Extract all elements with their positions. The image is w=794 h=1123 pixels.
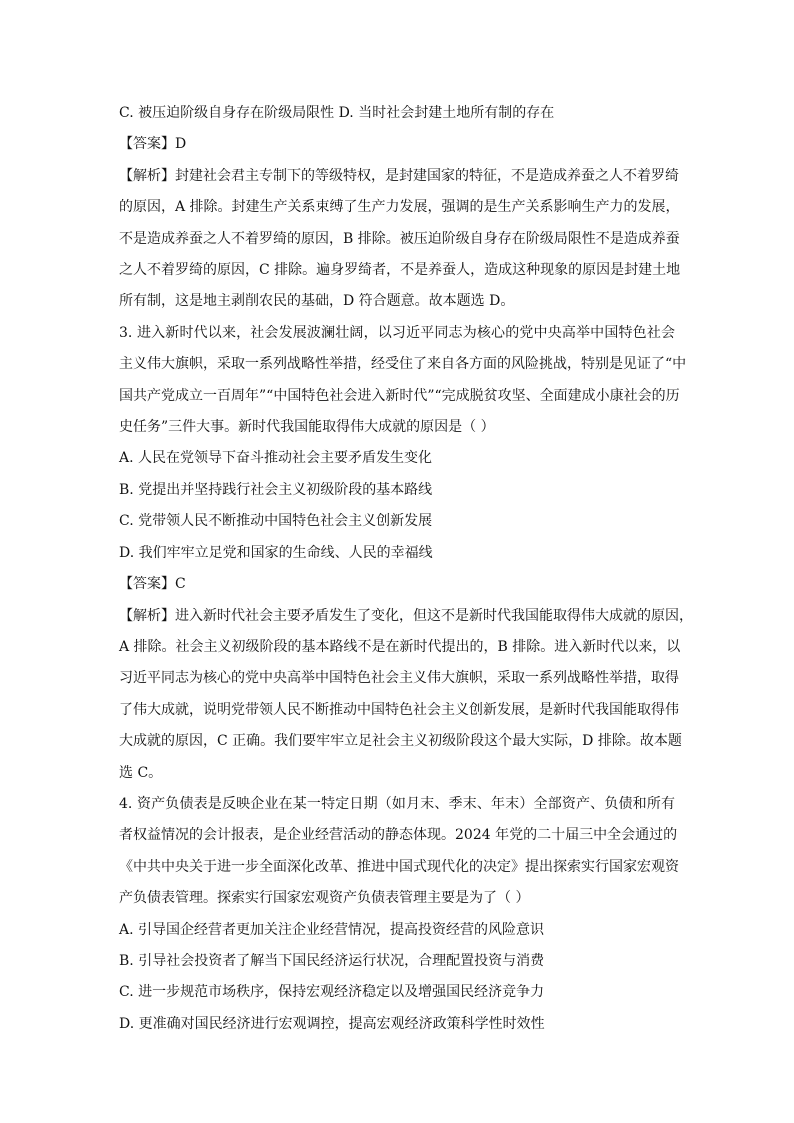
q4-stem [119,789,679,915]
page-content [119,98,693,1040]
q2-analysis-line: 之人不着罗绮的原因，C 排除。遍身罗绮者，不是养蚕人，造成这种现象的原因是封建土地 [119,262,681,279]
q4-option-b: B. 引导社会投资者了解当下国民经济运行状况，合理配置投资与消费 [119,952,545,969]
q3-analysis-line: 大成就的原因，C 正确。我们要牢牢立足社会主义初级阶段这个最大实际，D 排除。故本题 [119,733,682,750]
q4-option-c: C. 进一步规范市场秩序，保持宏观经济稳定以及增强国民经济竞争力 [119,984,545,1001]
q3-analysis-line: A 排除。社会主义初级阶段的基本路线不是在新时代提出的，B 排除。进入新时代以来，以 [119,638,681,655]
q2-analysis-line: 的原因，A 排除。封建生产关系束缚了生产力发展，强调的是生产关系影响生产力的发展， [119,199,680,216]
q4-option-d: D. 更准确对国民经济进行宏观调控，提高宏观经济政策科学性时效性 [119,1015,545,1032]
q2-analysis-line: 不是造成养蚕之人不着罗绮的原因，B 排除。被压迫阶级自身存在阶级局限性不是造成养蚕 [119,230,680,247]
q4-stem-line: 4. 资产负债表是反映企业在某一特定日期（如月末、季末、年末）全部资产、负债和所有 [119,795,675,812]
q3-analysis-line: 选 C。 [119,764,163,781]
q3-option-c: C. 党带领人民不断推动中国特色社会主义创新发展 [119,513,433,530]
q4-stem-line: 《中共中央关于进一步全面深化改革、推进中国式现代化的决定》提出探索实行国家宏观资 [119,858,679,875]
q3-stem-line: 史任务”三件大事。新时代我国能取得伟大成就的原因是（ ） [119,419,495,436]
q3-stem-line: 国共产党成立一百周年”“中国特色社会进入新时代”“完成脱贫攻坚、全面建成小康社会的历 [119,387,680,404]
q3-option-b: B. 党提出并坚持践行社会主义初级阶段的基本路线 [119,481,433,498]
q4-stem-line: 产负债表管理。探索实行国家宏观资产负债表管理主要是为了（ ） [119,890,530,907]
q2-analysis [119,161,681,318]
q3-answer: 【答案】C [119,576,186,593]
q3-option-d: D. 我们牢牢立足党和国家的生命线、人民的幸福线 [119,544,433,561]
q3-stem [119,318,687,444]
q3-analysis-line: 【解析】进入新时代社会主要矛盾发生了变化，但这不是新时代我国能取得伟大成就的原因， [119,607,693,624]
q2-analysis-line: 【解析】封建社会君主专制下的等级特权，是封建国家的特征，不是造成养蚕之人不着罗绮 [119,167,679,184]
q4-stem-line: 者权益情况的会计报表，是企业经营活动的静态体现。2024 年党的二十届三中全会通过的 [119,827,678,844]
q3-analysis [119,601,693,789]
q3-analysis-line: 习近平同志为核心的党中央高举中国特色社会主义伟大旗帜，采取一系列战略性举措，取得 [119,670,679,687]
q3-option-a: A. 人民在党领导下奋斗推动社会主要矛盾发生变化 [119,450,433,467]
q4-option-a: A. 引导国企经营者更加关注企业经营情况，提高投资经营的风险意识 [119,921,545,938]
q2-answer: 【答案】D [119,136,187,153]
q3-stem-line: 3. 进入新时代以来，社会发展波澜壮阔，以习近平同志为核心的党中央高举中国特色社会 [119,324,675,341]
q2-option-cd: C. 被压迫阶级自身存在阶级局限性 D. 当时社会封建土地所有制的存在 [119,105,555,121]
q2-analysis-line: 所有制，这是地主剥削农民的基础，D 符合题意。故本题选 D。 [119,293,515,310]
q3-analysis-line: 了伟大成就，说明党带领人民不断推动中国特色社会主义创新发展，是新时代我国能取得伟 [119,701,679,718]
q3-stem-line: 主义伟大旗帜，采取一系列战略性举措，经受住了来自各方面的风险挑战，特别是见证了“中 [119,356,687,373]
